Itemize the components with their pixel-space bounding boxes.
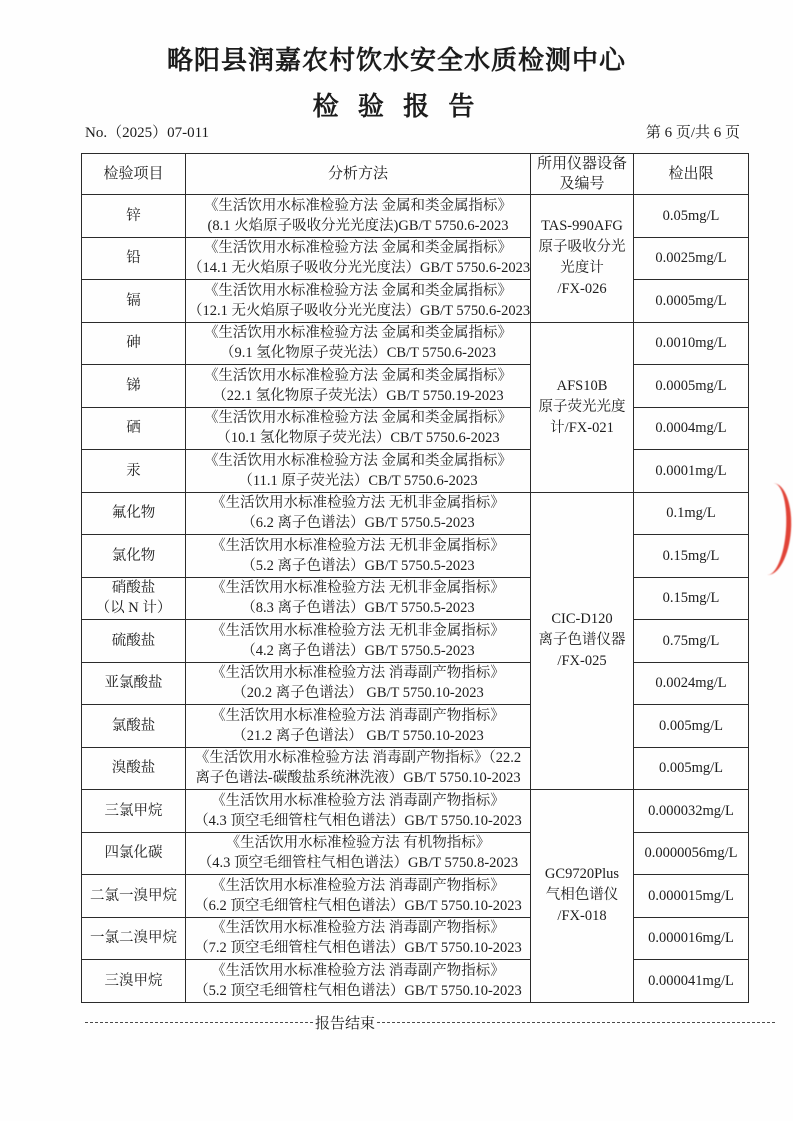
report-subtitle: 检 验 报 告 bbox=[312, 91, 481, 121]
detection-limit: 0.15mg/L bbox=[634, 577, 749, 620]
table-row bbox=[82, 620, 749, 663]
header-detection-limit: 检出限 bbox=[634, 154, 749, 195]
table-row bbox=[82, 322, 749, 365]
test-item: 亚氯酸盐 bbox=[82, 662, 186, 705]
detection-limit: 0.005mg/L bbox=[634, 705, 749, 748]
detection-limit: 0.75mg/L bbox=[634, 620, 749, 663]
detection-limit: 0.000041mg/L bbox=[634, 960, 749, 1003]
analysis-method: 《生活饮用水标准检验方法 金属和类金属指标》 （11.1 原子荧光法）CB/T 5750.6-2023 bbox=[186, 450, 531, 493]
analysis-method: 《生活饮用水标准检验方法 消毒副产物指标》 （4.3 顶空毛细管柱气相色谱法）GB/T 5750.10-2023 bbox=[186, 790, 531, 833]
table-row bbox=[82, 875, 749, 918]
table-row bbox=[82, 662, 749, 705]
header-instrument: 所用仪器设备 及编号 bbox=[531, 154, 634, 195]
detection-limit: 0.000016mg/L bbox=[634, 917, 749, 960]
report-number: No.（2025）07-011 bbox=[85, 125, 210, 141]
analysis-method: 《生活饮用水标准检验方法 无机非金属指标》 （8.3 离子色谱法）GB/T 5750.5-2023 bbox=[186, 577, 531, 620]
detection-limit: 0.000032mg/L bbox=[634, 790, 749, 833]
table-row bbox=[82, 535, 749, 578]
test-item: 氟化物 bbox=[82, 492, 186, 535]
analysis-method: 《生活饮用水标准检验方法 无机非金属指标》 （5.2 离子色谱法）GB/T 5750.5-2023 bbox=[186, 535, 531, 578]
test-item: 砷 bbox=[82, 322, 186, 365]
test-methods-table bbox=[81, 153, 749, 1003]
analysis-method: 《生活饮用水标准检验方法 金属和类金属指标》 （12.1 无火焰原子吸收分光光度法）GB/T 5750.6-2023 bbox=[186, 280, 531, 323]
detection-limit: 0.0001mg/L bbox=[634, 450, 749, 493]
analysis-method: 《生活饮用水标准检验方法 金属和类金属指标》 （10.1 氢化物原子荧光法）CB/T 5750.6-2023 bbox=[186, 407, 531, 450]
test-item: 氯酸盐 bbox=[82, 705, 186, 748]
analysis-method: 《生活饮用水标准检验方法 消毒副产物指标》 （7.2 顶空毛细管柱气相色谱法）GB/T 5750.10-2023 bbox=[186, 917, 531, 960]
test-item: 三溴甲烷 bbox=[82, 960, 186, 1003]
table-row bbox=[82, 577, 749, 620]
test-item: 氯化物 bbox=[82, 535, 186, 578]
analysis-method: 《生活饮用水标准检验方法 无机非金属指标》 （6.2 离子色谱法）GB/T 5750.5-2023 bbox=[186, 492, 531, 535]
detection-limit: 0.1mg/L bbox=[634, 492, 749, 535]
detection-limit: 0.15mg/L bbox=[634, 535, 749, 578]
test-item: 三氯甲烷 bbox=[82, 790, 186, 833]
table-row bbox=[82, 960, 749, 1003]
instrument-cell: GC9720Plus 气相色谱仪 /FX-018 bbox=[531, 790, 634, 1003]
instrument-cell: TAS-990AFG 原子吸收分光 光度计 /FX-026 bbox=[531, 195, 634, 323]
table-row bbox=[82, 237, 749, 280]
test-item: 硫酸盐 bbox=[82, 620, 186, 663]
analysis-method: 《生活饮用水标准检验方法 消毒副产物指标》（22.2 离子色谱法-碳酸盐系统淋洗液）GB/T 5750.10-2023 bbox=[186, 747, 531, 790]
analysis-method: 《生活饮用水标准检验方法 消毒副产物指标》 （6.2 顶空毛细管柱气相色谱法）GB/T 5750.10-2023 bbox=[186, 875, 531, 918]
analysis-method: 《生活饮用水标准检验方法 金属和类金属指标》 (8.1 火焰原子吸收分光光度法)GB/T 5750.6-2023 bbox=[186, 195, 531, 238]
analysis-method: 《生活饮用水标准检验方法 金属和类金属指标》 （22.1 氢化物原子荧光法）GB/T 5750.19-2023 bbox=[186, 365, 531, 408]
table-row bbox=[82, 407, 749, 450]
detection-limit: 0.005mg/L bbox=[634, 747, 749, 790]
analysis-method: 《生活饮用水标准检验方法 金属和类金属指标》 （14.1 无火焰原子吸收分光光度法）GB/T 5750.6-2023 bbox=[186, 237, 531, 280]
test-item: 铅 bbox=[82, 237, 186, 280]
page-title: 略阳县润嘉农村饮水安全水质检测中心 bbox=[166, 45, 626, 75]
detection-limit: 0.05mg/L bbox=[634, 195, 749, 238]
test-item: 锌 bbox=[82, 195, 186, 238]
detection-limit: 0.0000056mg/L bbox=[634, 832, 749, 875]
test-item: 汞 bbox=[82, 450, 186, 493]
table-row bbox=[82, 832, 749, 875]
table-row bbox=[82, 705, 749, 748]
report-end-text: 报告结束 bbox=[315, 1016, 376, 1032]
table-row bbox=[82, 747, 749, 790]
table-row bbox=[82, 492, 749, 535]
detection-limit: 0.0010mg/L bbox=[634, 322, 749, 365]
red-stamp-edge-mark bbox=[747, 482, 793, 577]
test-item: 锑 bbox=[82, 365, 186, 408]
test-item: 硝酸盐 （以 N 计） bbox=[82, 577, 186, 620]
test-item: 溴酸盐 bbox=[82, 747, 186, 790]
detection-limit: 0.0005mg/L bbox=[634, 365, 749, 408]
detection-limit: 0.0025mg/L bbox=[634, 237, 749, 280]
page-indicator: 第 6 页/共 6 页 bbox=[645, 125, 740, 141]
header-test-item: 检验项目 bbox=[82, 154, 186, 195]
test-item: 四氯化碳 bbox=[82, 832, 186, 875]
detection-limit: 0.0005mg/L bbox=[634, 280, 749, 323]
test-item: 硒 bbox=[82, 407, 186, 450]
table-row bbox=[82, 365, 749, 408]
table-row bbox=[82, 450, 749, 493]
table-row bbox=[82, 280, 749, 323]
test-item: 二氯一溴甲烷 bbox=[82, 875, 186, 918]
table-row bbox=[82, 790, 749, 833]
instrument-cell: CIC-D120 离子色谱仪器 /FX-025 bbox=[531, 492, 634, 790]
analysis-method: 《生活饮用水标准检验方法 无机非金属指标》 （4.2 离子色谱法）GB/T 5750.5-2023 bbox=[186, 620, 531, 663]
analysis-method: 《生活饮用水标准检验方法 有机物指标》 （4.3 顶空毛细管柱气相色谱法）GB/T 5750.8-2023 bbox=[186, 832, 531, 875]
dash-divider bbox=[85, 1022, 313, 1023]
report-end-line bbox=[85, 1012, 775, 1033]
test-item: 一氯二溴甲烷 bbox=[82, 917, 186, 960]
table-row bbox=[82, 195, 749, 238]
table-header-row bbox=[82, 154, 749, 195]
header-analysis-method: 分析方法 bbox=[186, 154, 531, 195]
analysis-method: 《生活饮用水标准检验方法 消毒副产物指标》 （5.2 顶空毛细管柱气相色谱法）GB/T 5750.10-2023 bbox=[186, 960, 531, 1003]
table-row bbox=[82, 917, 749, 960]
dash-divider bbox=[377, 1022, 775, 1023]
instrument-cell: AFS10B 原子荧光光度 计/FX-021 bbox=[531, 322, 634, 492]
analysis-method: 《生活饮用水标准检验方法 消毒副产物指标》 （20.2 离子色谱法） GB/T 5750.10-2023 bbox=[186, 662, 531, 705]
meta-row bbox=[85, 121, 740, 142]
analysis-method: 《生活饮用水标准检验方法 金属和类金属指标》 （9.1 氢化物原子荧光法）CB/T 5750.6-2023 bbox=[186, 322, 531, 365]
detection-limit: 0.0024mg/L bbox=[634, 662, 749, 705]
analysis-method: 《生活饮用水标准检验方法 消毒副产物指标》 （21.2 离子色谱法） GB/T 5750.10-2023 bbox=[186, 705, 531, 748]
detection-limit: 0.0004mg/L bbox=[634, 407, 749, 450]
test-item: 镉 bbox=[82, 280, 186, 323]
detection-limit: 0.000015mg/L bbox=[634, 875, 749, 918]
